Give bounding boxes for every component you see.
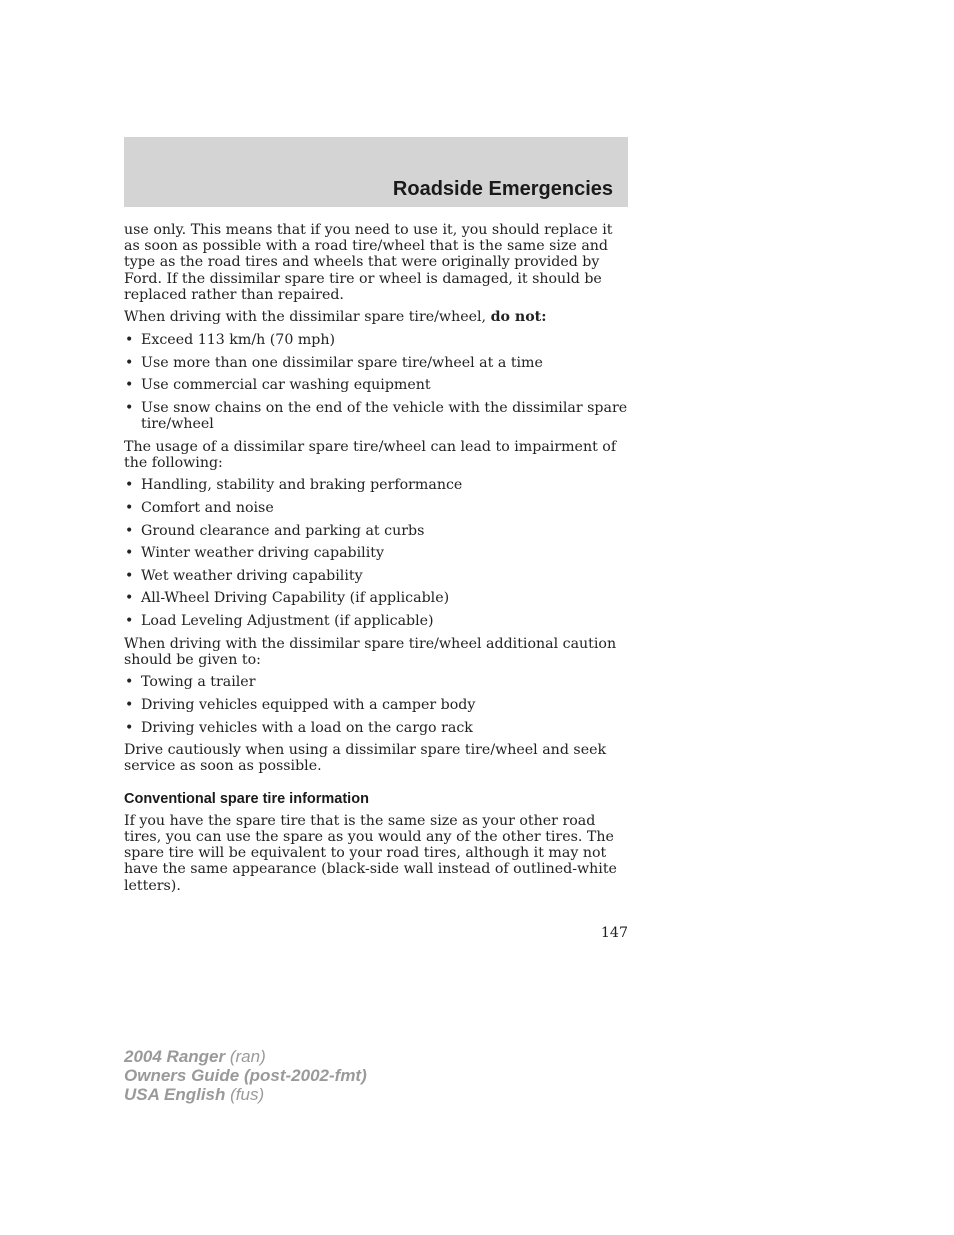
footer-line-2 bbox=[124, 1066, 367, 1085]
footer-model: 2004 Ranger bbox=[124, 1047, 226, 1066]
footer bbox=[124, 1047, 367, 1104]
list-do-not bbox=[124, 332, 628, 432]
list-item: • Handling, stability and braking performance bbox=[124, 477, 628, 493]
footer-line-3 bbox=[124, 1085, 367, 1104]
list-item: • Load Leveling Adjustment (if applicable) bbox=[124, 613, 628, 629]
list-item: • Ground clearance and parking at curbs bbox=[124, 523, 628, 539]
paragraph-do-not bbox=[124, 309, 628, 325]
footer-language: USA English bbox=[124, 1085, 226, 1104]
paragraph-intro: use only. This means that if you need to use it, you should replace it as soon as possible with a road tire/wheel that is the same size and type as the road tires and wheels that were originally provided by Ford. If the dissimilar spare tire or wheel is damaged, it should be replaced rather than repaired. bbox=[124, 222, 613, 303]
list-item: • All-Wheel Driving Capability (if applicable) bbox=[124, 590, 628, 606]
footer-guide: Owners Guide (post-2002-fmt) bbox=[124, 1066, 367, 1085]
list-item: • Winter weather driving capability bbox=[124, 545, 628, 561]
list-item: • Comfort and noise bbox=[124, 500, 628, 516]
list-caution bbox=[124, 674, 628, 735]
list-item: • Exceed 113 km/h (70 mph) bbox=[124, 332, 628, 348]
footer-line-1 bbox=[124, 1047, 367, 1066]
paragraph-do-not-text: When driving with the dissimilar spare tire/wheel, bbox=[124, 309, 491, 326]
paragraph-do-not-bold: do not: bbox=[490, 309, 547, 326]
header-band bbox=[124, 137, 628, 207]
paragraph-caution: When driving with the dissimilar spare tire/wheel additional caution should be given to: bbox=[124, 635, 617, 668]
list-item: • Use more than one dissimilar spare tire/wheel at a time bbox=[124, 355, 628, 371]
paragraph-drive-cautiously: Drive cautiously when using a dissimilar spare tire/wheel and seek service as soon as possible. bbox=[124, 742, 607, 775]
paragraph-impairment: The usage of a dissimilar spare tire/wheel can lead to impairment of the following: bbox=[124, 438, 617, 471]
list-item: • Towing a trailer bbox=[124, 674, 628, 690]
paragraph-conventional-spare: If you have the spare tire that is the same size as your other road tires, you can use the spare as you would any of the other tires. The spare tire will be equivalent to your road tires, although it may not have the same appearance (black-side wall instead of outlined-white letters). bbox=[124, 812, 617, 894]
list-item: • Wet weather driving capability bbox=[124, 568, 628, 584]
section-heading: Conventional spare tire information bbox=[124, 790, 369, 807]
section-title: Roadside Emergencies bbox=[392, 178, 613, 200]
list-item: • Use commercial car washing equipment bbox=[124, 377, 628, 393]
page-content bbox=[124, 222, 628, 900]
list-item: • Driving vehicles with a load on the cargo rack bbox=[124, 720, 628, 736]
footer-language-code: (fus) bbox=[225, 1085, 265, 1104]
list-impairment bbox=[124, 477, 628, 629]
list-item: • Driving vehicles equipped with a camper body bbox=[124, 697, 628, 713]
page-number: 147 bbox=[600, 925, 628, 941]
list-item: • Use snow chains on the end of the vehicle with the dissimilar spare tire/wheel bbox=[124, 400, 628, 432]
footer-model-code: (ran) bbox=[225, 1047, 266, 1066]
